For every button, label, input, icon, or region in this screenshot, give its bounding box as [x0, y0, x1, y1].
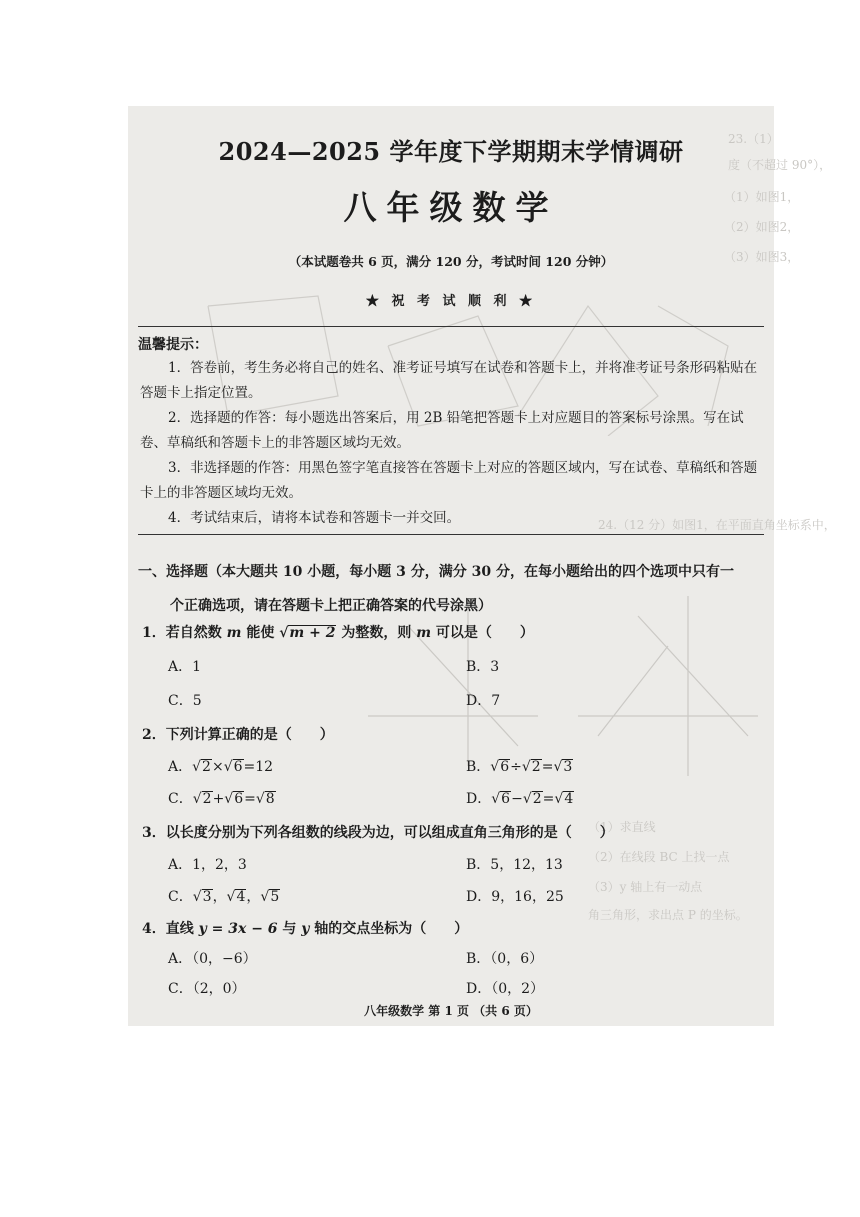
bleed-through-text: 23.（1）	[728, 132, 779, 146]
option-2d: D．√6−√2=√4	[466, 791, 574, 807]
divider-top	[138, 326, 764, 327]
section-heading	[138, 558, 762, 620]
option-3d: D．9，16，25	[466, 889, 564, 905]
option-4b: B．（0，6）	[466, 951, 544, 967]
option-2a: A．√2×√6=12	[168, 759, 274, 775]
exam-info: （本试题卷共 6 页，满分 120 分，考试时间 120 分钟）	[288, 254, 614, 269]
section-line-2: 个正确选项，请在答题卡上把正确答案的代号涂黑）	[170, 598, 492, 614]
bleed-through-text: （1）求直线	[588, 820, 656, 834]
tips-title: 温馨提示：	[138, 337, 208, 353]
question-4: 4．直线 y = 3x − 6 与 y 轴的交点坐标为（ ）	[142, 921, 469, 937]
var-m: m	[226, 625, 242, 641]
option-4c: C．（2，0）	[168, 981, 246, 997]
option-2b: B．√6÷√2=√3	[466, 759, 573, 775]
bleed-through-text: （2）在线段 BC 上找一点	[588, 850, 730, 864]
option-1a: A．1	[168, 659, 202, 675]
tip-item: 4．考试结束后，请将本试卷和答题卡一并交回。	[168, 510, 461, 526]
subject-title: 八年级数学	[343, 188, 559, 227]
blessing-line: ★ 祝 考 试 顺 利 ★	[365, 294, 537, 309]
option-1b: B．3	[466, 659, 500, 675]
var-y: y	[301, 921, 310, 937]
option-3b: B．5，12，13	[466, 857, 563, 873]
option-2c: C．√2+√6=√8	[168, 791, 275, 807]
bleed-through-text: 24.（12 分）如图1，在平面直角坐标系中，	[598, 518, 836, 532]
tip-item: 2．选择题的作答：每小题选出答案后，用 2B 铅笔把答题卡上对应题目的答案标号涂黑。写在试卷、草稿纸和答题卡上的非答题区域均无效。	[140, 410, 744, 451]
bleed-through-text: 角三角形，求出点 P 的坐标。	[588, 908, 748, 922]
section-line-1: 一、选择题（本大题共 10 小题，每小题 3 分，满分 30 分，在每小题给出的四个选项中只有一	[138, 564, 734, 580]
question-1: 1．若自然数 m 能使 √m + 2 为整数，则 m 可以是（ ）	[142, 625, 534, 641]
line-equation: y = 3x − 6	[198, 921, 278, 937]
bleed-through-text: （1）如图1，	[724, 190, 800, 204]
option-4d: D．（0，2）	[466, 981, 545, 997]
option-3a: A．1，2，3	[168, 857, 247, 873]
tip-item: 1．答卷前，考生务必将自己的姓名、准考证号填写在试卷和答题卡上，并将准考证号条形码粘贴在答题卡上指定位置。	[140, 360, 758, 401]
tip-item: 3．非选择题的作答：用黑色签字笔直接答在答题卡上对应的答题区域内，写在试卷、草稿纸和答题卡上的非答题区域均无效。	[140, 460, 758, 501]
option-3c: C．√3，√4，√5	[168, 889, 280, 905]
question-2: 2．下列计算正确的是（ ）	[142, 727, 334, 743]
bleed-through-text: （2）如图2，	[724, 220, 800, 234]
question-3: 3．以长度分别为下列各组数的线段为边，可以组成直角三角形的是（ ）	[142, 825, 614, 841]
option-1c: C．5	[168, 693, 202, 709]
bleed-through-text: （3）如图3，	[724, 250, 800, 264]
divider-tips	[138, 534, 764, 535]
page-footer: 八年级数学 第 1 页 （共 6 页）	[364, 1004, 538, 1018]
option-4a: A．（0，−6）	[168, 951, 257, 967]
exam-page	[128, 106, 836, 1026]
option-1d: D．7	[466, 693, 501, 709]
var-m: m	[416, 625, 432, 641]
sqrt-expression: √m + 2	[279, 625, 336, 641]
bleed-through-text: （3）y 轴上有一动点	[588, 880, 703, 894]
exam-title: 2024—2025 学年度下学期期末学情调研	[218, 137, 684, 166]
bleed-through-text: 度（不超过 90°），	[728, 158, 832, 172]
